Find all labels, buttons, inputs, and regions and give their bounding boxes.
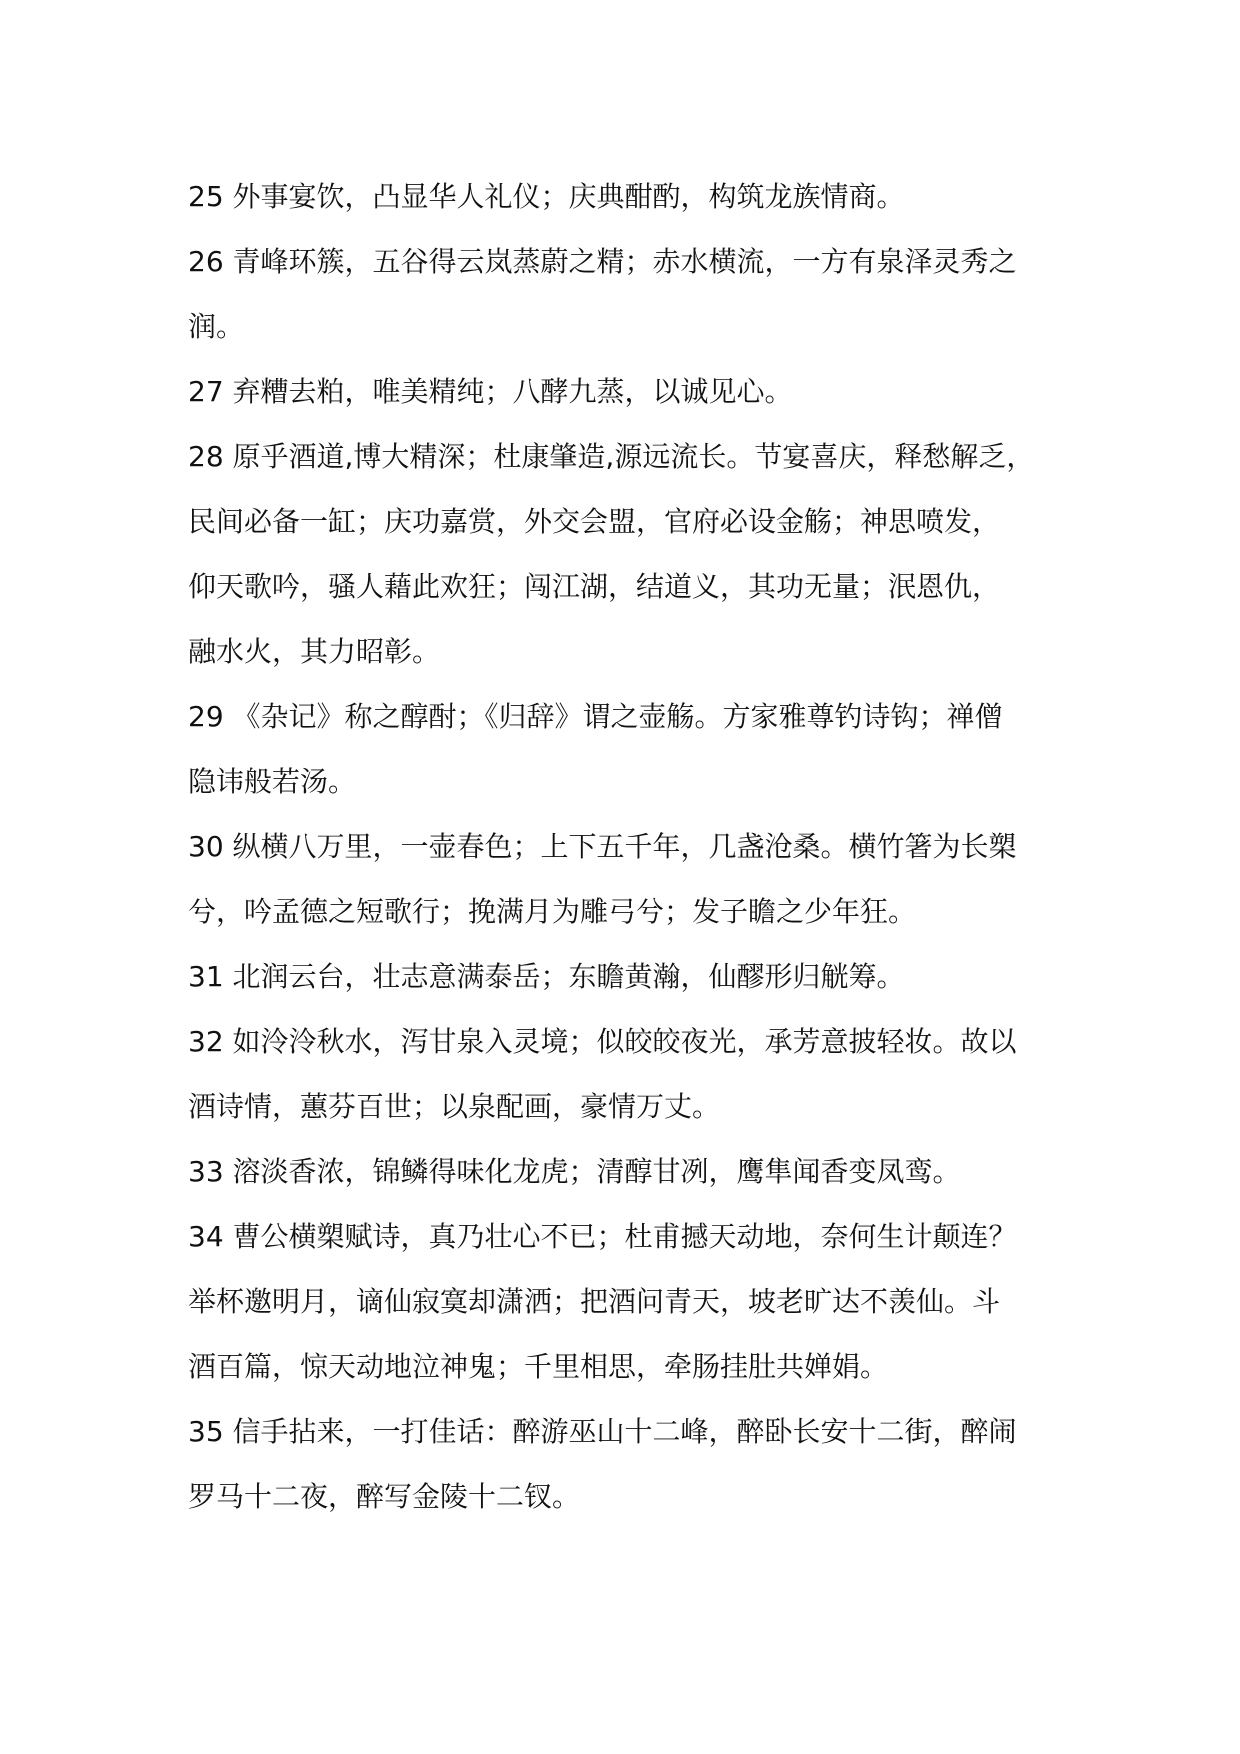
paragraph-34 (188, 1204, 1088, 1399)
paragraph-35 (188, 1399, 1088, 1529)
paragraph-line: 融水火，其力昭彰。 (188, 635, 441, 668)
paragraph-30 (188, 814, 1088, 944)
paragraph-line: 31 北润云台，壮志意满泰岳；东瞻黄瀚，仙醪形归觥筹。 (188, 960, 905, 993)
paragraph-line: 33 溶淡香浓，锦鳞得味化龙虎；清醇甘冽，鹰隼闻香变凤鸾。 (188, 1155, 961, 1188)
paragraph-line: 罗马十二夜，醉写金陵十二钗。 (188, 1480, 581, 1513)
paragraph-line: 29 《杂记》称之醇酎；《归辞》谓之壶觞。方家雅尊钓诗钩；禅僧 (188, 700, 1003, 733)
paragraph-29 (188, 684, 1088, 814)
paragraph-line: 25 外事宴饮，凸显华人礼仪；庆典酣酌，构筑龙族情商。 (188, 180, 905, 213)
paragraph-line: 酒诗情，蕙芬百世；以泉配画，豪情万丈。 (188, 1090, 721, 1123)
paragraph-line: 酒百篇，惊天动地泣神鬼；千里相思，牵肠挂肚共婵娟。 (188, 1350, 889, 1383)
paragraph-line: 仰天歌吟，骚人藉此欢狂；闯江湖，结道义，其功无量；泯恩仇， (188, 570, 1001, 603)
paragraph-line: 兮，吟孟德之短歌行；挽满月为雕弓兮；发子瞻之少年狂。 (188, 895, 917, 928)
paragraph-line: 28 原乎酒道,博大精深；杜康肇造,源远流长。节宴喜庆，释愁解乏， (188, 440, 1035, 473)
paragraph-31 (188, 944, 1088, 1009)
paragraph-line: 35 信手拈来，一打佳话：醉游巫山十二峰，醉卧长安十二街，醉闹 (188, 1415, 1017, 1448)
paragraph-line: 32 如泠泠秋水，泻甘泉入灵境；似皎皎夜光，承芳意披轻妆。故以 (188, 1025, 1017, 1058)
paragraph-25 (188, 164, 1088, 229)
paragraph-27 (188, 359, 1088, 424)
paragraph-32 (188, 1009, 1088, 1139)
paragraph-33 (188, 1139, 1088, 1204)
paragraph-line: 30 纵横八万里，一壶春色；上下五千年，几盏沧桑。横竹箸为长槊 (188, 830, 1017, 863)
paragraph-line: 举杯邀明月，谪仙寂寞却潇洒；把酒问青天，坡老旷达不羡仙。斗 (188, 1285, 1001, 1318)
paragraph-line: 27 弃糟去粕，唯美精纯；八酵九蒸，以诚见心。 (188, 375, 793, 408)
paragraph-line: 隐讳般若汤。 (188, 765, 357, 798)
paragraph-line: 民间必备一缸；庆功嘉赏，外交会盟，官府必设金觞；神思喷发， (188, 505, 1001, 538)
paragraph-line: 润。 (188, 310, 245, 343)
paragraph-line: 26 青峰环簇，五谷得云岚蒸蔚之精；赤水横流，一方有泉泽灵秀之 (188, 245, 1017, 278)
paragraph-28 (188, 424, 1088, 684)
paragraph-line: 34 曹公横槊赋诗，真乃壮心不已；杜甫撼天动地，奈何生计颠连？ (188, 1220, 1017, 1253)
document-body (188, 164, 1088, 1529)
paragraph-26 (188, 229, 1088, 359)
